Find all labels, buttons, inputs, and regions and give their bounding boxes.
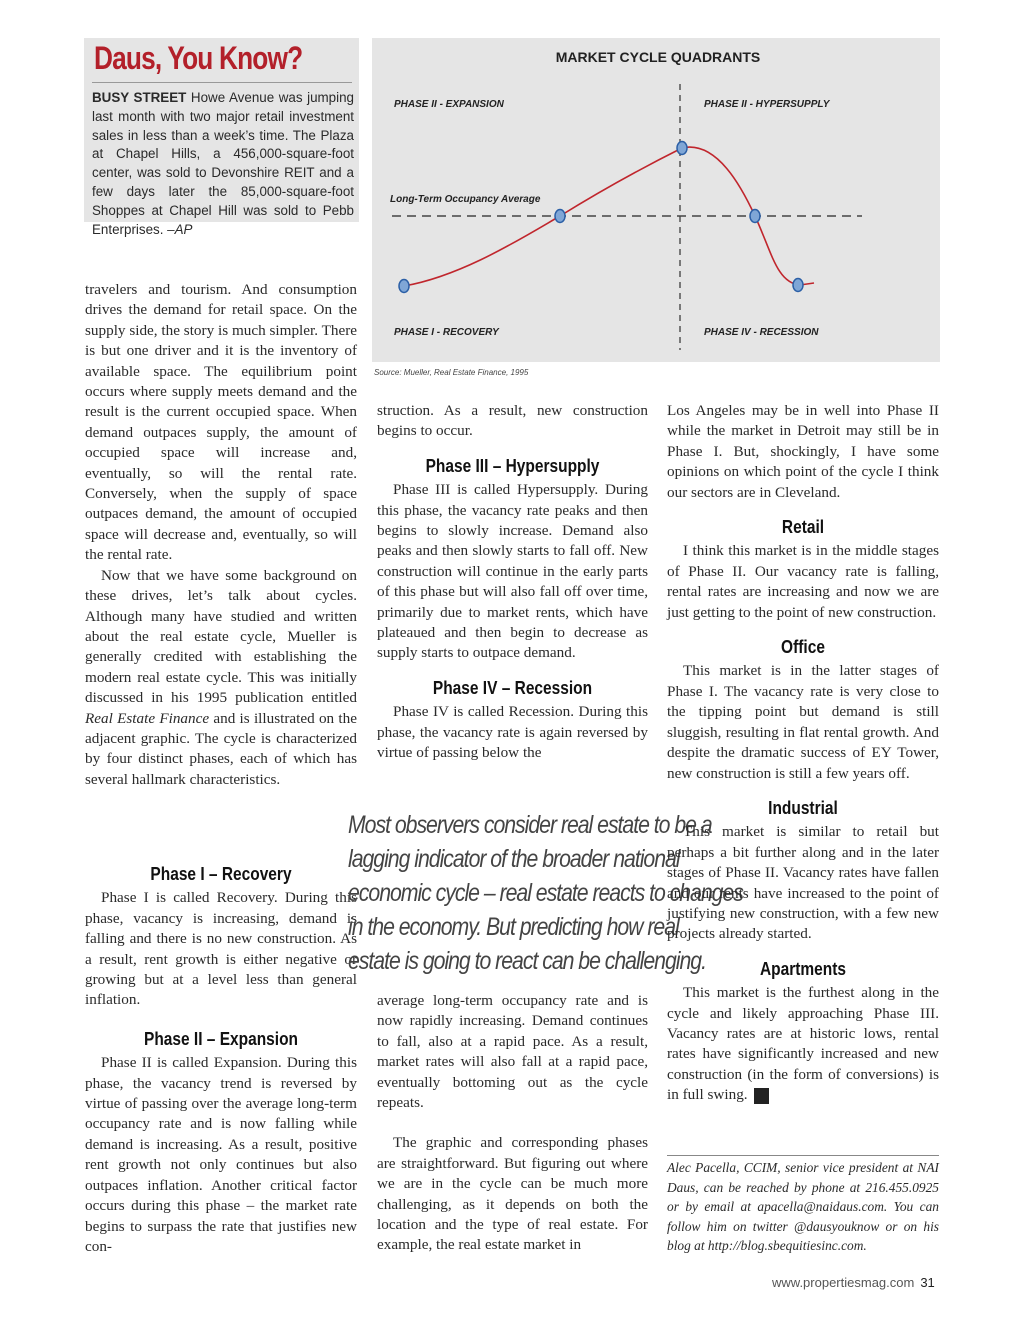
paragraph: Phase I is called Recovery. During this phase, vacancy is increasing, demand is falling and there is no new construction. As a result, rent growth is either negative or growing but at a level less than general inflation. [85,889,357,1009]
paragraph: travelers and tourism. And consumption drives the demand for retail space. On the supply side, the story is much simpler. There is but one driver and it is the inventory of available space. The equilibrium point occurs where supply meets demand and the result is the current occupied space. When demand outpaces supply, the amount of occupied space will increase and, eventually, so will the rental rate. Conversely, when the supply of space outpaces demand, the amount of occupied space will decrease and, eventually, so will the rental rate. [85,281,357,564]
paragraph: Phase IV is called Recession. During this phase, the vacancy rate is again reversed by virtue of passing below the [377,703,648,762]
label-average: Long-Term Occupancy Average [390,194,541,205]
sidebar-title: Daus, You Know? [94,40,303,76]
paragraph: The graphic and corresponding phases are straightforward. But figuring out where we are in the cycle can be much more challenging, as it depends on both the location and the type of real estate. For example, the real estate market in [377,1134,648,1254]
label-hypersupply: PHASE II - HYPERSUPPLY [704,99,830,110]
point-trough-start [399,280,409,293]
author-rule [667,1155,939,1156]
column-3 [667,401,939,1106]
chart-panel [372,38,940,362]
paragraph: average long-term occupancy rate and is now rapidly increasing. Demand continues to fall, also at a rapid pace. As a result, market rates will also fall at a rapid pace, eventually bottoming out as the cycle repeats. [377,992,648,1112]
text-run: Now that we have some background on these drives, let’s talk about cycles. Although many have studied and written about the real estate cycle, Mueller is generally credited with establishing the modern real estate cycle. This was initially discussed in his 1995 publication entitled [85,566,357,707]
column-1-top [85,280,357,790]
market-cycle-chart [372,38,940,362]
section-heading: Phase IV – Recession [432,677,593,698]
paragraph: Phase III is called Hypersupply. During this phase, the vacancy rate peaks and then begins to slowly increase. Demand also peaks and then slowly starts to fall off. New construction will continue in the early parts of this phase but will also fall off over time, primarily due to market rents, which have plateaued and then begin to decrease as supply starts to outpace demand. [377,481,648,662]
pull-quote-line: lagging indicator of the broader national [348,845,680,873]
paragraph: This market is in the latter stages of Phase I. The vacancy rate is very close to the tipping point but demand is still sluggish, resulting in flat rental growth. And despite the dramatic success of EY Tower, new construction is still a few years off. [667,662,939,782]
section-heading: Retail [781,517,825,538]
text-run: This market is the furthest along in the cycle and likely approaching Phase III. Vacancy rates are at historic lows, rental rates have significantly increased and new construction (in the form of conversions) is in full swing. [667,984,939,1104]
pull-quote-line: economic cycle – real estate reacts to changes [348,879,743,907]
footer-url[interactable]: www.propertiesmag.com [772,1275,915,1290]
section-heading: Office [781,637,825,658]
pull-quote-line: estate is going to react can be challenging. [348,947,706,975]
point-peak [677,142,687,155]
point-average-falling [750,210,760,223]
paragraph: Phase II is called Expansion. During this phase, the vacancy trend is reversed by virtue of passing over the average long-term occupancy rate and is now falling while demand is increasing. As a result, positive rent growth not only continues but also outpaces inflation. Another critical factor occurs during this phase – the market rate begins to surpass the rate that justifies new con- [85,1054,357,1255]
chart-title: MARKET CYCLE QUADRANTS [555,49,761,65]
page-footer [772,1275,935,1290]
section-heading: Industrial [768,797,838,818]
end-mark-icon: P [754,1088,769,1104]
paragraph: I think this market is in the middle stages of Phase II. Our vacancy rate is falling, rental rates are increasing and now we are just getting to the point of new construction. [667,542,939,621]
pull-quote-line: in the economy. But predicting how real [348,913,679,941]
paragraph [85,566,357,790]
pull-quote-line: Most observers consider real estate to be a [348,811,712,839]
paragraph: struction. As a result, new construction begins to occur. [377,402,648,440]
pull-quote [348,808,743,978]
label-recovery: PHASE I - RECOVERY [394,327,499,338]
point-average-rising [555,210,565,223]
column-1-bottom [85,850,357,1257]
sidebar-rule [92,82,352,83]
sidebar-body: Howe Avenue was jumping last month with two major retail investment sales in less than a week’s time. The Plaza at Chapel Hills, a 456,000-square-foot center, was sold to Devonshire REIT and a few days later the 85,000-square-foot Shoppes at Chapel Hill was sold to Pebb Enterprises. [92,90,354,237]
sidebar-byline: –AP [167,221,193,237]
section-heading: Apartments [759,958,847,979]
sidebar-text [92,89,354,239]
sidebar-lead: BUSY STREET [92,90,187,105]
paragraph: Los Angeles may be in well into Phase II while the market in Detroit may still be in Phase I. But, shockingly, I have some opinions on which point of the cycle I think our sectors are in Cleveland. [667,402,939,501]
book-title: Real Estate Finance [85,709,210,727]
author-bio: Alec Pacella, CCIM, senior vice president at NAI Daus, can be reached by phone at 216.455.0925 or by email at apacella@naidaus.com. You can follow him on twitter @dausyouknow or on his blog at http://blog.sbequitiesinc.com. [667,1160,939,1253]
paragraph [667,983,939,1105]
section-heading: Phase I – Recovery [150,864,292,884]
column-2-bottom [377,991,648,1256]
section-heading: Phase II – Expansion [143,1028,298,1049]
point-trough-end [793,279,803,292]
paragraph: This market is similar to retail but perhaps a bit further along and in the later stages of Phase II. Vacancy rates have fallen and our rents have increased to the point of justifying new construction, with a few new projects already started. [667,823,939,943]
text-run: and is illustrated on the adjacent graphic. The cycle is characterized by four distinct phases, each of which has several hallmark characteristics. [85,709,357,788]
chart-source: Source: Mueller, Real Estate Finance, 1995 [374,368,529,377]
section-heading: Phase III – Hypersupply [425,455,600,476]
label-expansion: PHASE II - EXPANSION [394,99,504,110]
column-2-top [377,401,648,764]
label-recession: PHASE IV - RECESSION [704,327,819,338]
page-number: 31 [920,1275,935,1290]
